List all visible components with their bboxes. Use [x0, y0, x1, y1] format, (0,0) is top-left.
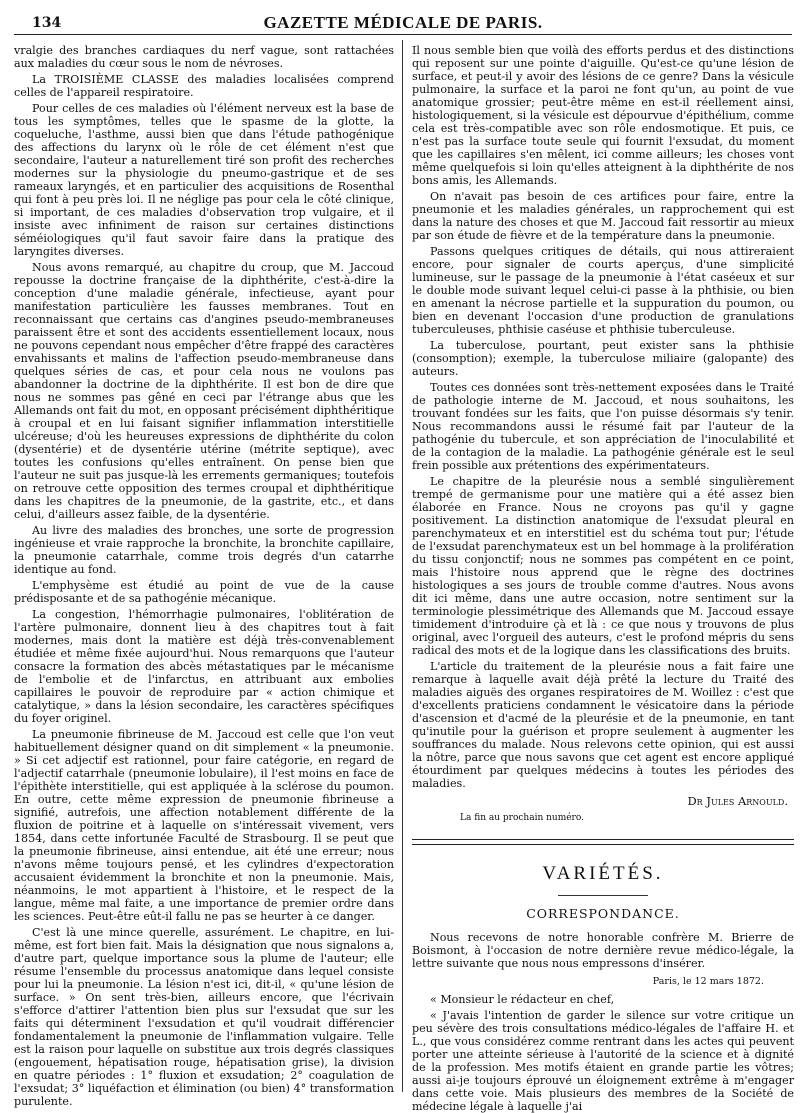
paragraph: La pneumonie fibrineuse de M. Jaccoud est celle que l'on veut habituellement désigner quand on dit simplement « la pneumonie. » Si cet adjectif est rationnel, pour faire catégorie, en regard de l'adjectif catarrhale (pneumonie lobulaire), il l'est moins en face de l'épithète interstitielle, qui est appliquée à la sclérose du poumon. En outre, cette même expression de pneumonie fibrineuse a signifié, autrefois, une affection notablement différente de la fluxion de poitrine et à laquelle on s'intéressait vivement, vers 1854, dans cette infortunée Faculté de Strasbourg. Il se peut que la pneumonie fibrineuse, ainsi entendue, ait été une erreur; nous n'avons même toujours pensé, et les cylindres d'expectoration accusaient évidemment la bronchite et non la pneumonie. Mais, néanmoins, le mot appartient à l'histoire, et le respect de la langue, même mal faite, a une importance de premier ordre dans les sciences. Peut-être eût-il fallu ne pas se heurter à ce danger. — [14, 728, 394, 923]
paragraph: C'est là une mince querelle, assurément. Le chapitre, en lui-même, est fort bien fait. Mais la désignation que nous signalons a, d'autre part, quelque importance sous la plume de l'auteur; elle résume l'ensemble du processus anatomique dans lequel consiste pour lui la pneumonie. La lésion n'est ici, dit-il, « qu'une lésion de surface. » On sent très-bien, ailleurs encore, que l'écrivain s'efforce d'attirer l'attention bien plus sur l'exsudat que sur les faits qui déterminent l'exsudation et qu'il voudrait différencier fondamentalement la pneumonie de l'inflammation vulgaire. Telle est la raison pour laquelle on substitue aux trois degrés classiques (engouement, hépatisation rouge, hépatisation grise), la division en quatre périodes : 1° fluxion et exsudation; 2° coagulation de l'exsudat; 3° liquéfaction et élimination (ou bien) 4° transformation purulente. — [14, 926, 394, 1108]
section-title: VARIÉTÉS. — [542, 863, 664, 884]
author-signature: Dr Jules Arnould. — [687, 794, 788, 808]
continuation-note: La fin au prochain numéro. — [460, 813, 584, 823]
paragraph: La congestion, l'hémorrhagie pulmonaires, l'oblitération de l'artère pulmonaire, donnent lieu à des chapitres tout à fait modernes, mais dont la matière est déjà très-convenablement étudiée et même fixée aujourd'hui. Nous remarquons que l'auteur consacre la formation des abcès métastatiques par le mécanisme de l'embolie et de l'infarctus, en attribuant aux embolies capillaires le pouvoir de reproduire par « action chimique et catalytique, » dans la lésion secondaire, les caractères spécifiques du foyer originel. — [14, 608, 394, 725]
subsection-title: CORRESPONDANCE. — [526, 906, 680, 921]
paragraph: vralgie des branches cardiaques du nerf vague, sont rattachées aux maladies du cœur sous le nom de névroses. — [14, 44, 394, 70]
paragraph: On n'avait pas besoin de ces artifices pour faire, entre la pneumonie et les maladies générales, un rapprochement qui est dans la nature des choses et que M. Jaccoud fait ressortir au mieux par son étude de fièvre et de la température dans la pneumonie. — [412, 190, 794, 242]
letter-salutation: « Monsieur le rédacteur en chef, — [430, 993, 615, 1006]
page-header — [14, 12, 792, 35]
page-number: 134 — [32, 15, 62, 31]
paragraph: Au livre des maladies des bronches, une sorte de progression ingénieuse et vraie rapproche la bronchite, la bronchite capillaire, la pneumonie catarrhale, comme trois degrés d'un catarrhe identique au fond. — [14, 524, 394, 576]
journal-title: GAZETTE MÉDICALE DE PARIS. — [263, 13, 543, 32]
paragraph: Toutes ces données sont très-nettement exposées dans le Traité de pathologie interne de M. Jaccoud, et nous souhaitons, les trouvant fondées sur les faits, que l'on puisse désormais s'y tenir. Nous recommandons aussi le résumé fait par l'auteur de la pathogénie du tubercule, et son appréciation de l'inoculabilité et de la contagion de la maladie. La pathogénie générale est le seul frein possible aux prétentions des expérimentateurs. — [412, 381, 794, 472]
paragraph: Le chapitre de la pleurésie nous a semblé singulièrement trempé de germanisme pour une matière qui a été assez bien élaborée en France. Nous ne croyons pas qu'il y gagne positivement. La distinction anatomique de l'exsudat pleural en parenchymateux et en interstitiel est du schéma tout pur; l'étude de l'exsudat parenchymateux est un bel hommage à la prolifération du tissu conjonctif; nous ne sommes pas compétent en ce point, mais l'histoire nous apprend que le règne des doctrines histologiques a ses jours de trouble comme d'autres. Nous avons dit ici même, dans une autre occasion, notre sentiment sur la terminologie plessimétrique des Allemands que M. Jaccoud essaye timidement d'introduire çà et là : ce que nous y trouvons de plus original, avec l'orgueil des auteurs, c'est le profond mépris du sens radical des mots et de la logique dans les classifications des bruits. — [412, 475, 794, 657]
paragraph: Passons quelques critiques de détails, qui nous attireraient encore, pour signaler de courts aperçus, d'une simplicité lumineuse, sur le passage de la pneumonie à l'état caséeux et sur le double mode suivant lequel celui-ci passe à la phthisie, ou bien en amenant la nécrose partielle et la suppuration du poumon, ou bien en devenant l'occasion d'une production de granulations tuberculeuses, phthisie caséuse et phthisie tuberculeuse. — [412, 245, 794, 336]
letter-body: « J'avais l'intention de garder le silence sur votre critique un peu sévère des trois consultations médico-légales de l'affaire H. et L., que vous considérez comme rentrant dans les actes qui peuvent porter une atteinte sérieuse à l'autorité de la science et à dignité de la profession. Mes motifs étaient en grande partie les vôtres; aussi ai-je toujours éprouvé un éloignement extrême à m'engager dans cette voie. Mais plusieurs des membres de la Société de médecine légale à laquelle j'ai — [412, 1009, 794, 1113]
title-rule — [558, 895, 648, 896]
section-rule — [412, 839, 794, 845]
paragraph: Pour celles de ces maladies où l'élément nerveux est la base de tous les symptômes, telles que le spasme de la glotte, la coqueluche, l'asthme, aussi bien que dans l'étude pathogénique des affections du larynx où le rôle de cet élément n'est que secondaire, l'auteur a naturellement tiré son profit des recherches modernes sur la physiologie du pneumo-gastrique et de ses rameaux laryngés, et en particulier des acquisitions de Rosenthal qui font à peu près loi. Il ne néglige pas pour cela le côté clinique, si important, de ces maladies d'observation trop vulgaire, et il insiste avec infiniment de raison sur certaines distinctions séméiologiques qu'il faut savoir faire dans la pratique des laryngites diverses. — [14, 102, 394, 258]
letter-dateline: Paris, le 12 mars 1872. — [652, 976, 764, 987]
paragraph: L'article du traitement de la pleurésie nous a fait faire une remarque à laquelle avait déjà prêté la lecture du Traité des maladies aiguës des organes respiratoires de M. Woillez : c'est que d'excellents praticiens condamnent le vésicatoire dans la période d'ascension et d'acmé de la pleurésie et de la pneumonie, en tant qu'inutile pour la guérison et propre seulement à augmenter les souffrances du malade. Nous relevons cette opinion, qui est aussi la nôtre, parce que nous savons que cet agent est encore appliqué étourdiment par quelques médecins à toutes les périodes des maladies. — [412, 660, 794, 790]
right-column — [412, 44, 794, 1113]
paragraph: Il nous semble bien que voilà des efforts perdus et des distinctions qui reposent sur une pointe d'aiguille. Qu'est-ce qu'une lésion de surface, et peut-il y avoir des lésions de ce genre? Dans la vésicule pulmonaire, la surface et la paroi ne font qu'un, au point de vue anatomique grossier; peut-être même en est-il réellement ainsi, histologiquement, si la vésicule est dépourvue d'épithélium, comme cela est très-compatible avec son rôle endosmotique. Et puis, ce n'est pas la surface toute seule qui fournit l'exsudat, du moment que les capillaires s'en mêlent, ici comme ailleurs; les choses vont même quelquefois si loin qu'elles atteignent à la diphthérite de nos bons amis, les Allemands. — [412, 44, 794, 187]
left-column — [14, 44, 394, 1108]
paragraph: La tuberculose, pourtant, peut exister sans la phthisie (consomption); exemple, la tuberculose miliaire (galopante) des auteurs. — [412, 339, 794, 378]
column-divider — [402, 40, 403, 1092]
intro-paragraph: Nous recevons de notre honorable confrère M. Brierre de Boismont, à l'occasion de notre dernière revue médico-légale, la lettre suivante que nous nous empressons d'insérer. — [412, 931, 794, 970]
paragraph: L'emphysème est étudié au point de vue de la cause prédisposante et de sa pathogénie mécanique. — [14, 579, 394, 605]
paragraph: La TROISIÈME CLASSE des maladies localisées comprend celles de l'appareil respiratoire. — [14, 73, 394, 99]
paragraph: Nous avons remarqué, au chapitre du croup, que M. Jaccoud repousse la doctrine française de la diphthérite, c'est-à-dire la conception d'une maladie générale, infectieuse, ayant pour manifestation particulière les fausses membranes. Tout en reconnaissant que certains cas d'angines pseudo-membraneuses paraissent être et sont des accidents essentiellement locaux, nous ne pouvons cependant nous empêcher d'être frappé des caractères envahissants et malins de l'affection pseudo-membraneuse dans quelques séries de cas, et pour cela nous ne voulons pas abandonner la doctrine de la diphthérite. Il est bon de dire que nous ne sommes pas gêné en ceci par l'étrange abus que les Allemands ont fait du mot, en opposant précisément diphthéritique à croupal et en lui faisant signifier inflammation interstitielle ulcéreuse; d'où les heureuses expressions de diphthérite du colon (dysentérie) et de dysentérie utérine (métrite septique), avec toutes les confusions qu'elles entraînent. On pense bien que l'auteur ne suit pas jusque-là les errements germaniques; toutefois on retrouve cette opposition des termes croupal et diphthéritique dans les chapitres de la pneumonie, de la gastrite, etc., et dans celui, d'ailleurs assez faible, de la dysentérie. — [14, 261, 394, 521]
